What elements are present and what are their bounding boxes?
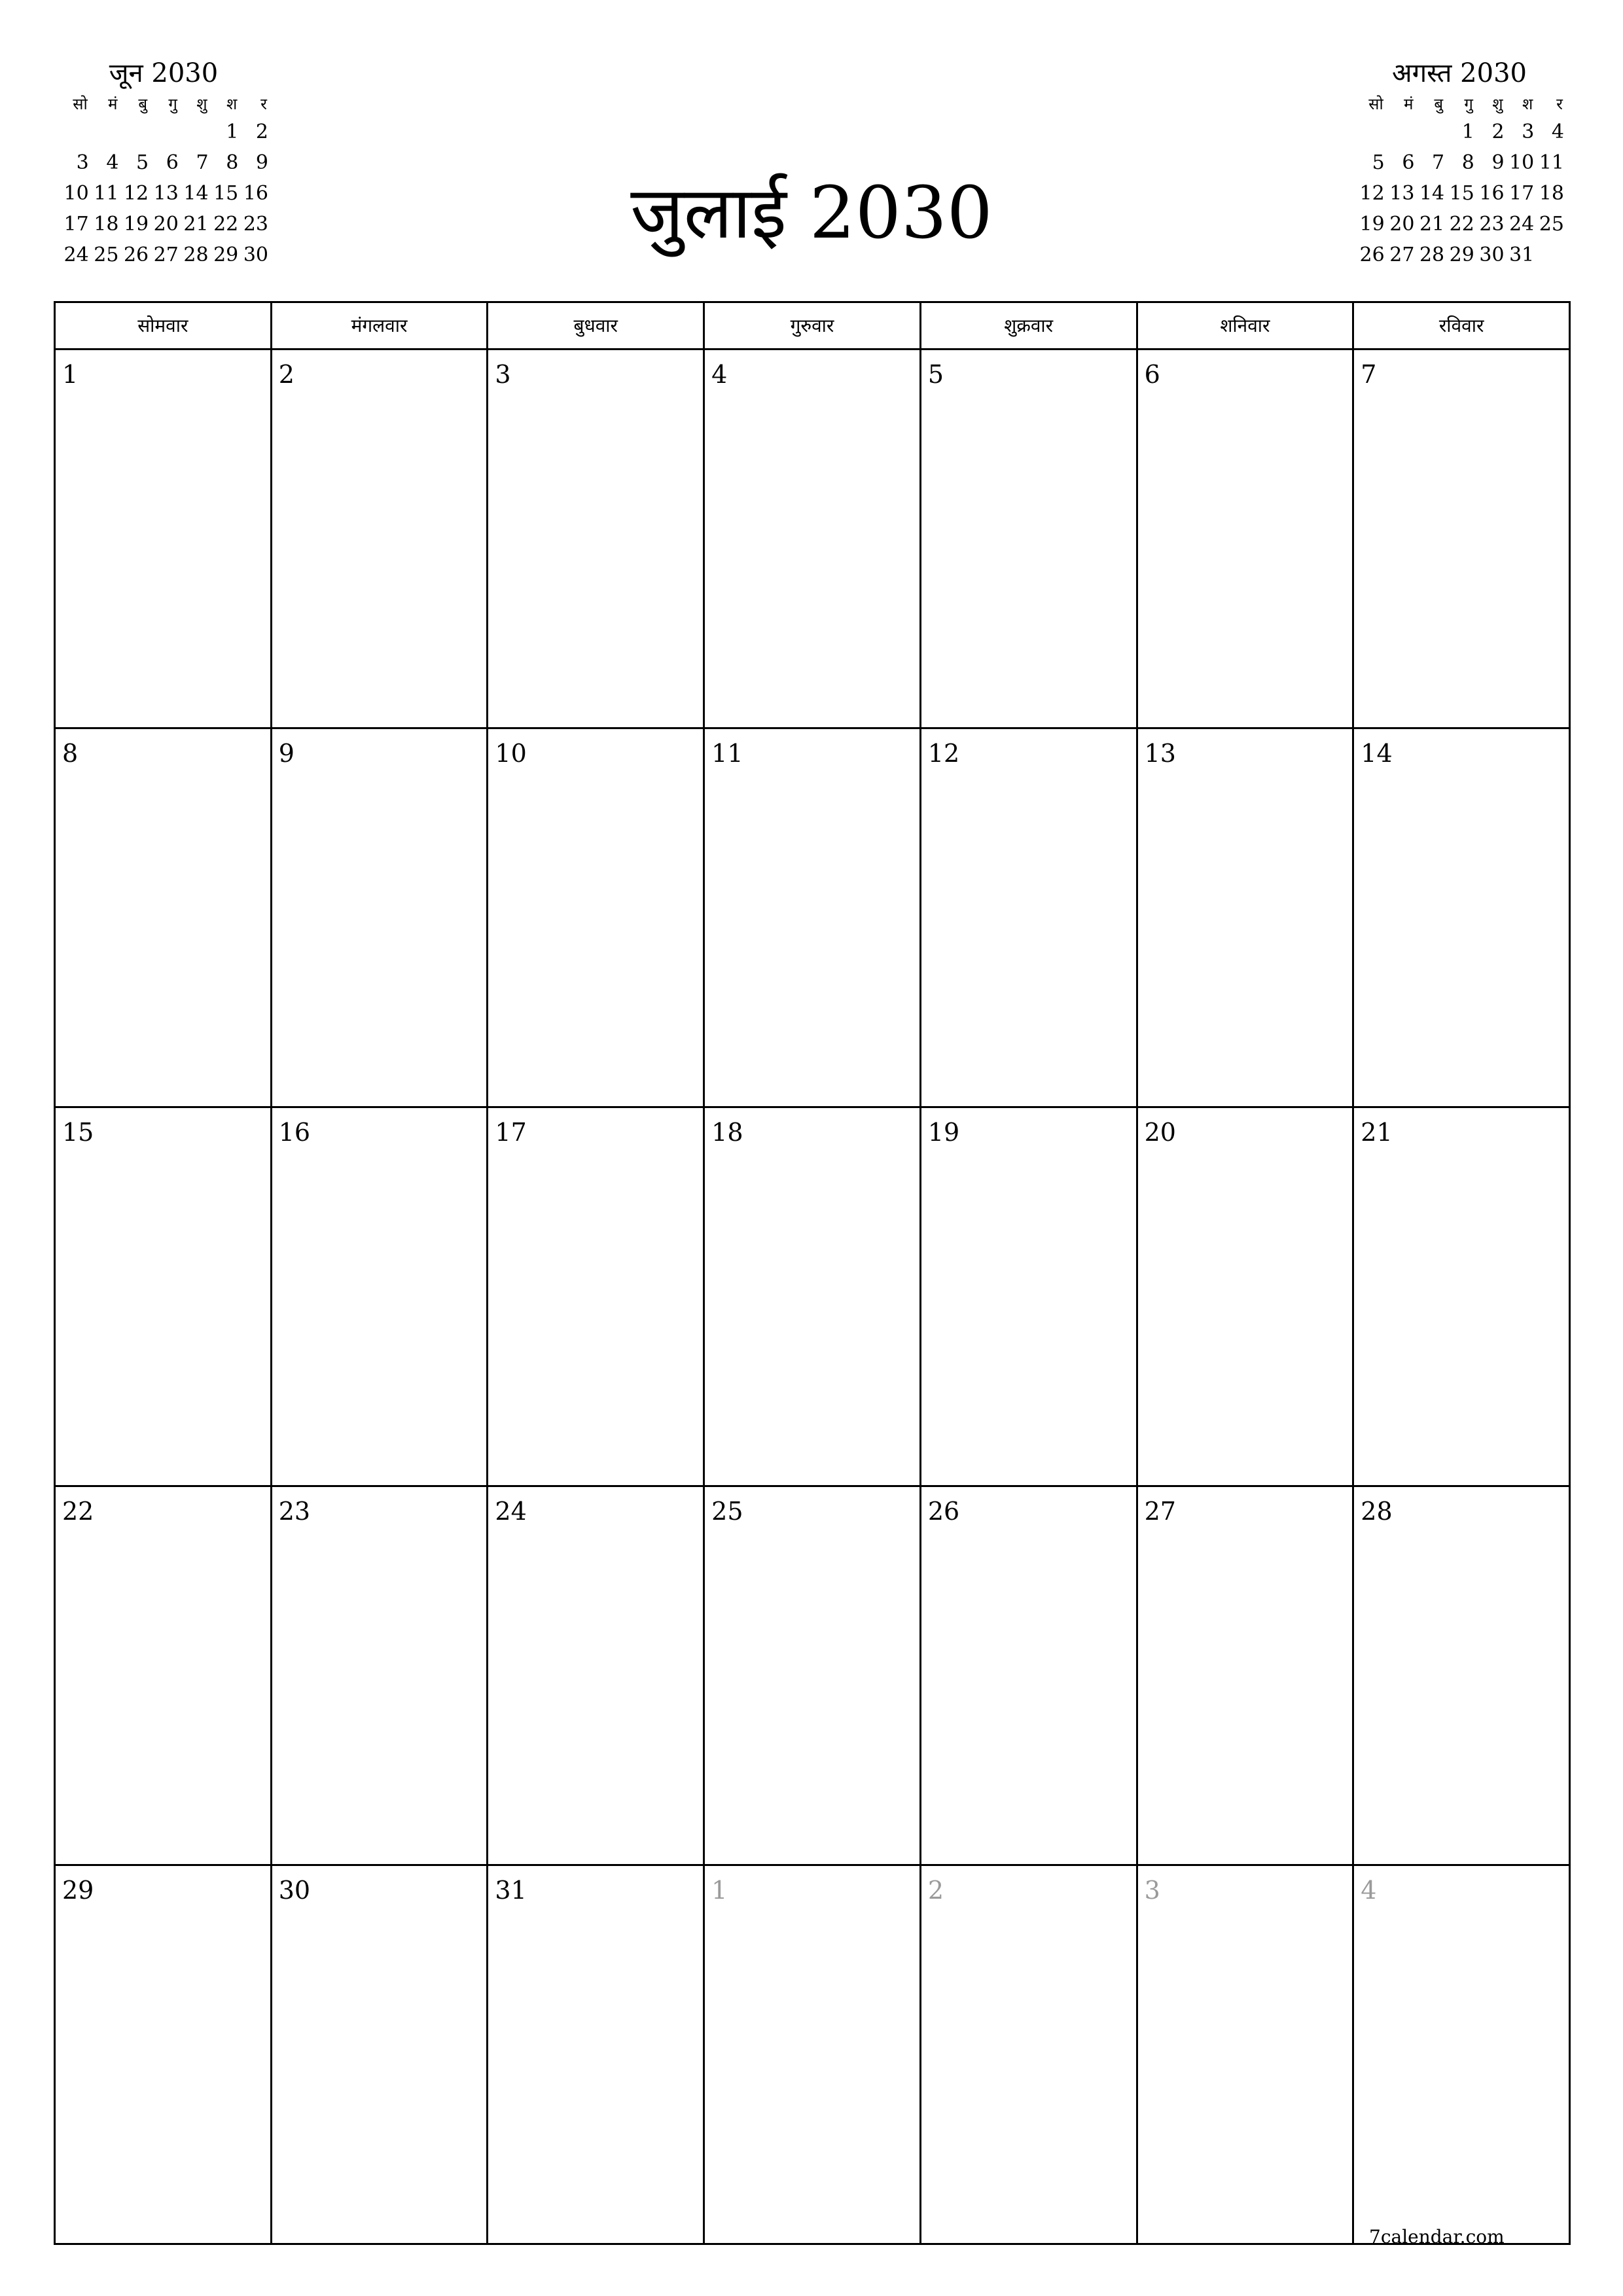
day-number: 10	[495, 739, 527, 768]
day-cell-next-month	[921, 1866, 1138, 2245]
mini-calendar-prev	[59, 55, 268, 270]
mini-weekday: शु	[1492, 95, 1503, 113]
day-cell	[56, 1108, 272, 1487]
day-cell	[488, 729, 705, 1108]
mini-day: 16	[1479, 182, 1505, 205]
mini-day: 1	[1461, 120, 1474, 143]
mini-day: 25	[1539, 213, 1564, 236]
mini-day	[1385, 117, 1415, 147]
mini-day: 6	[1402, 151, 1415, 174]
mini-calendar-prev-title: जून 2030	[109, 58, 219, 88]
mini-day: 11	[94, 182, 119, 205]
day-number: 3	[1144, 1876, 1160, 1905]
month-grid	[54, 301, 1571, 2245]
mini-day	[59, 117, 89, 147]
mini-day: 27	[1389, 243, 1415, 266]
mini-day: 15	[213, 182, 239, 205]
mini-weekday: मं	[1404, 95, 1414, 113]
mini-day: 14	[1419, 182, 1445, 205]
mini-day: 28	[1419, 243, 1445, 266]
weekday-header: गुरुवार	[705, 303, 921, 350]
day-cell	[705, 729, 921, 1108]
weekday-header: सोमवार	[56, 303, 272, 350]
day-number: 21	[1361, 1118, 1393, 1147]
day-number: 30	[278, 1876, 311, 1905]
day-number: 26	[927, 1497, 960, 1526]
weekday-header: बुधवार	[488, 303, 705, 350]
mini-day: 2	[1491, 120, 1505, 143]
mini-weekday: श	[226, 95, 238, 113]
day-cells	[56, 350, 1571, 2245]
day-number: 29	[62, 1876, 94, 1905]
day-number: 16	[278, 1118, 311, 1147]
mini-weekday: सो	[73, 95, 88, 113]
mini-day: 23	[243, 213, 268, 236]
day-number: 5	[927, 360, 944, 389]
mini-day: 18	[94, 213, 119, 236]
mini-day: 3	[76, 151, 89, 174]
mini-day: 29	[213, 243, 239, 266]
mini-day: 30	[1479, 243, 1505, 266]
mini-day: 1	[226, 120, 239, 143]
mini-day: 26	[123, 243, 149, 266]
mini-day	[1355, 117, 1385, 147]
mini-weekday: श	[1522, 95, 1533, 113]
day-cell	[272, 350, 489, 729]
mini-day: 29	[1449, 243, 1474, 266]
day-number: 8	[62, 739, 79, 768]
day-number: 25	[711, 1497, 743, 1526]
mini-day: 2	[255, 120, 268, 143]
mini-calendar-next-title: अगस्त 2030	[1392, 58, 1527, 88]
day-cell-next-month	[1354, 1866, 1571, 2245]
mini-day: 15	[1449, 182, 1474, 205]
mini-day: 11	[1539, 151, 1564, 174]
day-number: 13	[1144, 739, 1176, 768]
mini-day: 14	[183, 182, 209, 205]
day-cell	[1138, 1108, 1355, 1487]
mini-calendar-next-grid	[1355, 92, 1564, 270]
day-cell	[921, 350, 1138, 729]
mini-day: 9	[1491, 151, 1505, 174]
mini-day: 27	[153, 243, 179, 266]
day-cell	[272, 1866, 489, 2245]
mini-day: 19	[1359, 213, 1385, 236]
day-number: 6	[1144, 360, 1160, 389]
day-cell-next-month	[1138, 1866, 1355, 2245]
mini-day: 31	[1509, 243, 1535, 266]
mini-day: 4	[1551, 120, 1564, 143]
mini-day: 23	[1479, 213, 1505, 236]
mini-weekday: गु	[1464, 95, 1473, 113]
day-number: 7	[1361, 360, 1377, 389]
page-title: जुलाई 2030	[630, 171, 993, 255]
mini-day: 19	[123, 213, 149, 236]
mini-day: 30	[243, 243, 268, 266]
day-cell	[56, 1866, 272, 2245]
mini-day: 5	[136, 151, 149, 174]
day-number: 4	[1361, 1876, 1377, 1905]
mini-weekday: सो	[1368, 95, 1383, 113]
weekday-header-row	[56, 303, 1571, 350]
day-number: 12	[927, 739, 960, 768]
day-number: 18	[711, 1118, 743, 1147]
day-cell	[705, 1108, 921, 1487]
day-number: 22	[62, 1497, 94, 1526]
mini-weekday: शु	[196, 95, 207, 113]
day-cell	[1354, 1108, 1571, 1487]
mini-weekday: बु	[138, 95, 148, 113]
mini-weekday: मं	[108, 95, 118, 113]
mini-day	[149, 117, 179, 147]
mini-day: 22	[1449, 213, 1474, 236]
mini-day	[179, 117, 209, 147]
mini-day: 18	[1539, 182, 1564, 205]
day-cell-next-month	[705, 1866, 921, 2245]
mini-day: 16	[243, 182, 268, 205]
mini-day: 3	[1522, 120, 1535, 143]
mini-day: 13	[1389, 182, 1415, 205]
mini-weekday: र	[260, 95, 267, 113]
day-number: 14	[1361, 739, 1393, 768]
day-cell	[56, 350, 272, 729]
mini-day: 20	[1389, 213, 1415, 236]
day-number: 17	[495, 1118, 527, 1147]
day-cell	[1354, 1487, 1571, 1866]
mini-day: 26	[1359, 243, 1385, 266]
mini-day: 7	[196, 151, 209, 174]
mini-day: 21	[1419, 213, 1445, 236]
mini-day: 25	[94, 243, 119, 266]
mini-day: 21	[183, 213, 209, 236]
mini-day	[1534, 240, 1564, 270]
weekday-header: शनिवार	[1138, 303, 1355, 350]
day-number: 3	[495, 360, 511, 389]
mini-day: 22	[213, 213, 239, 236]
day-cell	[272, 1108, 489, 1487]
day-cell	[1138, 729, 1355, 1108]
day-number: 19	[927, 1118, 960, 1147]
mini-day: 7	[1432, 151, 1445, 174]
day-number: 15	[62, 1118, 94, 1147]
mini-day: 13	[153, 182, 179, 205]
mini-day: 24	[63, 243, 89, 266]
day-cell	[56, 729, 272, 1108]
mini-day: 6	[166, 151, 179, 174]
day-cell	[56, 1487, 272, 1866]
mini-day: 9	[255, 151, 268, 174]
mini-calendar-prev-grid	[59, 92, 268, 270]
day-number: 1	[62, 360, 79, 389]
mini-day: 12	[1359, 182, 1385, 205]
mini-day: 10	[1509, 151, 1535, 174]
mini-weekday: गु	[168, 95, 177, 113]
mini-day: 8	[1461, 151, 1474, 174]
mini-day: 24	[1509, 213, 1535, 236]
mini-day: 20	[153, 213, 179, 236]
day-number: 20	[1144, 1118, 1176, 1147]
day-cell	[1138, 1487, 1355, 1866]
day-cell	[1354, 729, 1571, 1108]
day-number: 11	[711, 739, 743, 768]
mini-day: 17	[63, 213, 89, 236]
day-cell	[921, 729, 1138, 1108]
mini-day: 8	[226, 151, 239, 174]
day-cell	[488, 1866, 705, 2245]
day-cell	[488, 1487, 705, 1866]
day-cell	[1354, 350, 1571, 729]
mini-day: 17	[1509, 182, 1535, 205]
mini-day	[118, 117, 149, 147]
day-cell	[272, 729, 489, 1108]
weekday-header: रविवार	[1354, 303, 1571, 350]
day-cell	[272, 1487, 489, 1866]
watermark: 7calendar.com	[1369, 2226, 1505, 2248]
day-number: 23	[278, 1497, 311, 1526]
day-cell	[921, 1108, 1138, 1487]
day-cell	[705, 350, 921, 729]
mini-day: 4	[106, 151, 119, 174]
mini-day	[1414, 117, 1444, 147]
day-cell	[488, 1108, 705, 1487]
day-number: 27	[1144, 1497, 1176, 1526]
mini-day: 5	[1372, 151, 1385, 174]
mini-day: 12	[123, 182, 149, 205]
day-cell	[1138, 350, 1355, 729]
day-number: 31	[495, 1876, 527, 1905]
day-cell	[488, 350, 705, 729]
day-cell	[921, 1487, 1138, 1866]
day-number: 9	[278, 739, 294, 768]
day-number: 4	[711, 360, 728, 389]
day-number: 2	[278, 360, 294, 389]
mini-weekday: बु	[1434, 95, 1444, 113]
mini-day	[89, 117, 119, 147]
day-number: 28	[1361, 1497, 1393, 1526]
mini-weekday: र	[1556, 95, 1563, 113]
day-number: 2	[927, 1876, 944, 1905]
day-number: 1	[711, 1876, 728, 1905]
day-number: 24	[495, 1497, 527, 1526]
weekday-header: मंगलवार	[272, 303, 489, 350]
mini-day: 28	[183, 243, 209, 266]
day-cell	[705, 1487, 921, 1866]
mini-day: 10	[63, 182, 89, 205]
mini-calendar-next	[1355, 55, 1564, 270]
weekday-header: शुक्रवार	[921, 303, 1138, 350]
